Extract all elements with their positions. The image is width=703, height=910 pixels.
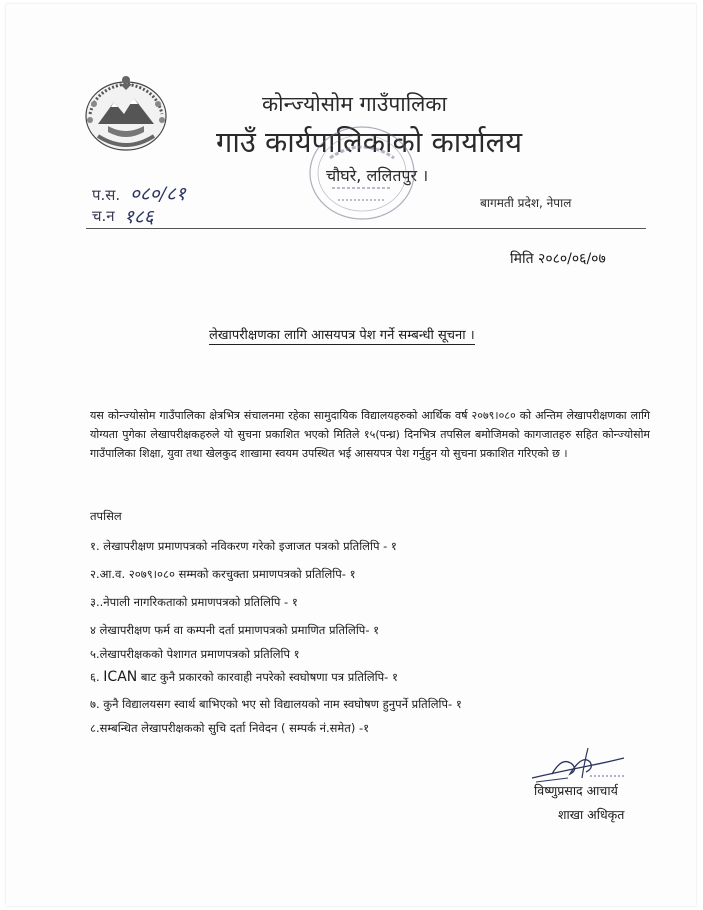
signatory-title: शाखा अधिकृत [558,807,625,822]
office-place: चौघरे, ललितपुर । [326,166,429,185]
list-item: ८.सम्बन्धित लेखापरीक्षकको सुचि दर्ता निवेदन ( सम्पर्क नं.समेत) -१ [90,721,370,735]
list-item-text: बाट कुनै प्रकारको कारवाही नपरेको स्वघोषणा पत्र प्रतिलिपि- १ [137,670,398,684]
province: बागमती प्रदेश, नेपाल [480,196,572,210]
ican-text: ICAN [103,669,138,685]
body-paragraph: यस कोन्ज्योसोम गाउँपालिका क्षेत्रभित्र संचालनमा रहेका सामुदायिक विद्यालयहरुको आर्थिक वर्ष २०७९।०८० को अन्तिम लेखापरीक्षणका लागि योग्यता पुगेका लेखापरीक्षकहरुले यो सुचना प्रकाशित भएको मितिले १५(पन्ध्र) दिनभित्र तपसिल बमोजिमको कागजातहरु सहित कोन्ज्योसोम गाउँपालिका शिक्षा, युवा तथा खेलकुद शाखामा स्वयम उपस्थित भई आसयपत्र पेश गर्नुहुन यो सुचना प्रकाशित गरिएको छ । [90,409,650,460]
list-item: ७. कुनै विद्यालयसग स्वार्थ बाभिएको भए सो विद्यालयको नाम स्वघोषण हुनुपर्ने प्रतिलिपि- १ [90,697,462,711]
document-page [6,4,696,906]
office-name: कोन्ज्योसोम गाउँपालिका [262,92,447,116]
office-title: गाउँ कार्यपालिकाको कार्यालय [216,125,523,159]
list-item-prefix: ६. [90,670,104,684]
subject-line: लेखापरीक्षणका लागि आसयपत्र पेश गर्ने सम्बन्धी सूचना । [209,325,475,345]
document-date: मिति २०८०/०६/०७ [510,251,606,267]
reference-ct-label: च.न [92,207,115,225]
signatory-name: विष्णुप्रसाद आचार्य [534,783,618,798]
list-item [90,669,398,685]
list-item: ५.लेखापरीक्षकको पेशागत प्रमाणपत्रको प्रतिलिपि १ [90,647,300,661]
list-item: २.आ.व. २०७९।०८० सम्मको करचुक्ता प्रमाणपत्रको प्रतिलिपि- १ [90,567,356,581]
reference-ps-value: ०८०/८१ [130,183,186,205]
list-item: ४ लेखापरीक्षण फर्म वा कम्पनी दर्ता प्रमाणपत्रको प्रमाणित प्रतिलिपि- १ [90,623,380,637]
reference-ps-label: प.स. [92,186,121,204]
reference-ct [92,206,115,226]
header-divider [86,228,646,229]
reference-ct-value: १८६ [124,206,154,228]
list-item: ३..नेपाली नागरिकताको प्रमाणपत्रको प्रतिलिपि - १ [90,595,298,609]
list-item: १. लेखापरीक्षण प्रमाणपत्रको नविकरण गरेको इजाजत पत्रको प्रतिलिपि - १ [90,539,397,553]
annex-label: तपसिल [90,509,122,523]
reference-ps [92,185,120,205]
office-seal-icon [302,118,422,228]
nepal-emblem-icon [78,74,174,154]
